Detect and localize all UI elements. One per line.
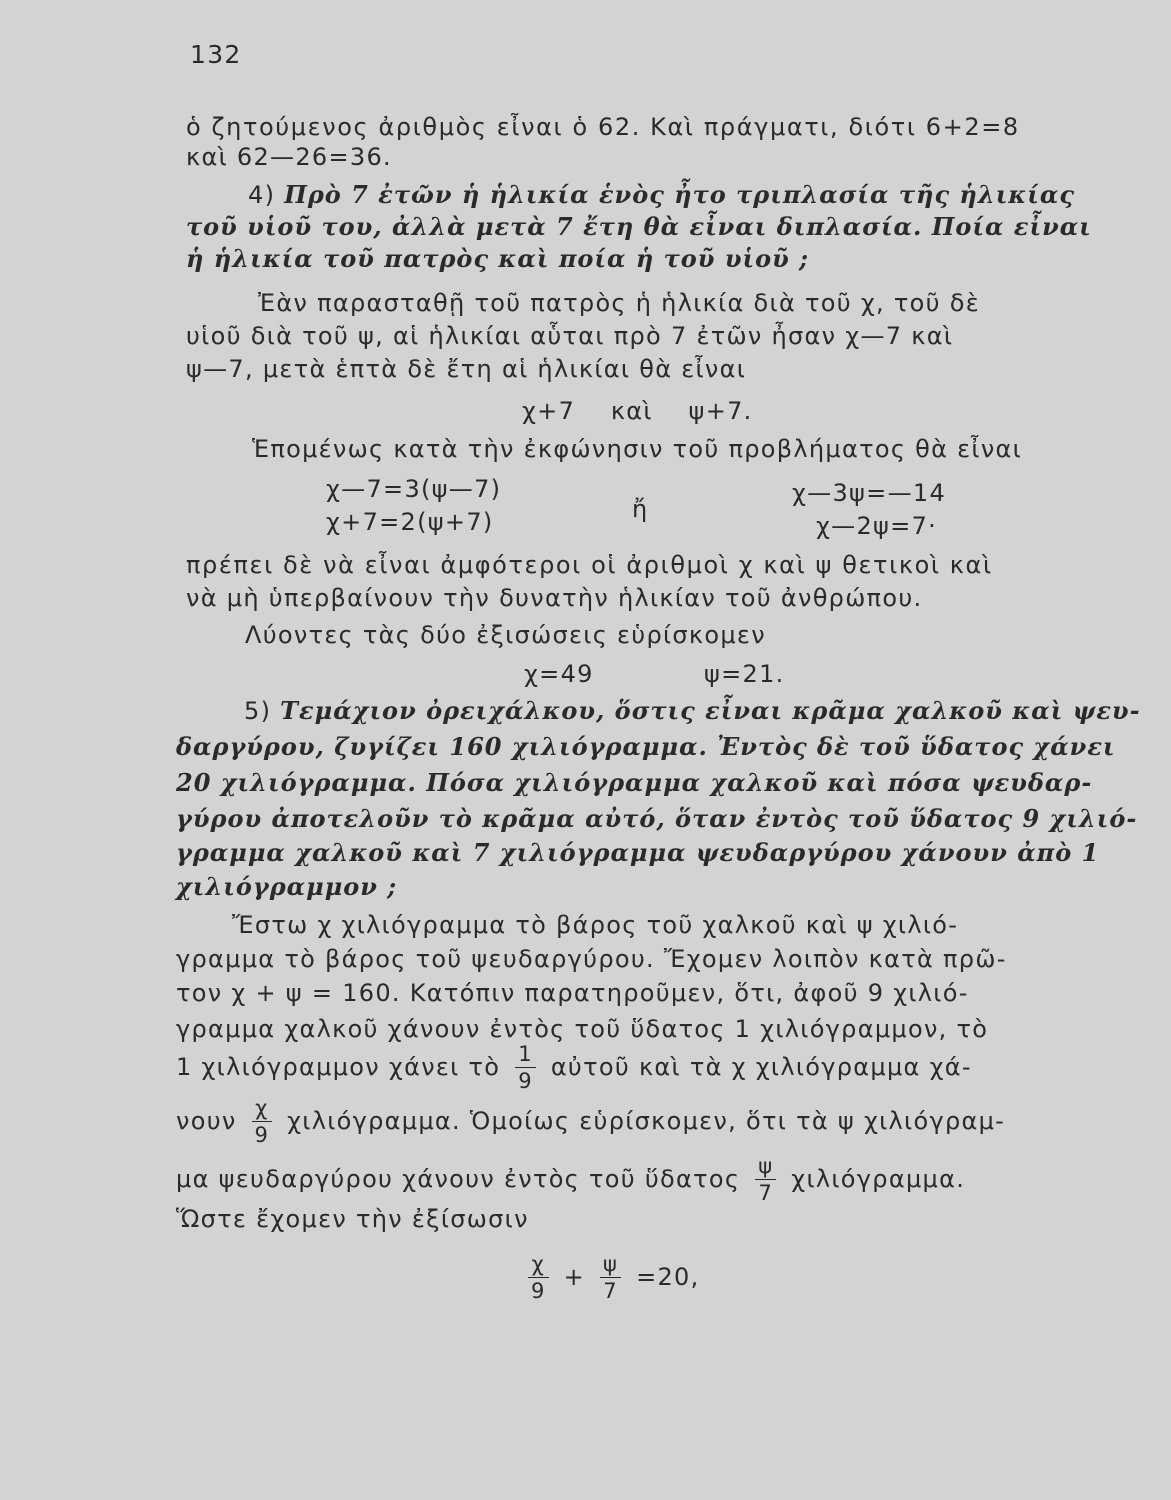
problem-text: Τεμάχιον ὀρειχάλκου, ὅστις εἶναι κρᾶμα χαλκοῦ καὶ ψευ- [280,696,1141,725]
equation-rhs: =20, [636,1263,700,1291]
text-line: Ἑπομένως κατὰ τὴν ἐκφώνησιν τοῦ προβλήματος θὰ εἶναι [252,435,1023,463]
text-line: πρέπει δὲ νὰ εἶναι ἀμφότεροι οἱ ἀριθμοὶ χ καὶ ψ θετικοὶ καὶ [186,551,993,579]
fraction [515,1044,536,1092]
equation: χ—2ψ=7· [816,512,938,540]
text-line: τον χ + ψ = 160. Κατόπιν παρατηροῦμεν, ὅτι, ἀφοῦ 9 χιλιό- [176,979,969,1007]
equation: χ+7=2(ψ+7) [326,508,494,536]
problem-5-line: δαργύρου, ζυγίζει 160 χιλιόγραμμα. Ἐντὸς δὲ τοῦ ὕδατος χάνει [176,732,1116,761]
fraction-denominator: 9 [531,1279,546,1303]
text-segment: χιλιόγραμμα. Ὁμοίως εὑρίσκομεν, ὅτι τὰ ψ χιλιόγραμ- [287,1107,1006,1135]
fraction [755,1156,776,1204]
text-line-with-fraction [176,1044,972,1092]
text-line: γραμμα χαλκοῦ χάνουν ἐντὸς τοῦ ὕδατος 1 χιλιόγραμμον, τὸ [176,1015,989,1043]
text-segment: 1 χιλιόγραμμον χάνει τὸ [176,1053,501,1081]
problem-5-line: 20 χιλιόγραμμα. Πόσα χιλιόγραμμα χαλκοῦ καὶ πόσα ψευδαρ- [176,768,1093,797]
text-segment: χιλιόγραμμα. [791,1165,966,1193]
problem-4-line: ἡ ἡλικία τοῦ πατρὸς καὶ ποία ἡ τοῦ υἱοῦ ; [186,244,809,273]
text-line: γραμμα τὸ βάρος τοῦ ψευδαργύρου. Ἔχομεν λοιπὸν κατὰ πρῶ- [176,945,1007,973]
text-line: Ἐὰν παρασταθῇ τοῦ πατρὸς ἡ ἡλικία διὰ τοῦ χ, τοῦ δὲ [258,289,980,317]
fraction-numerator: χ [528,1254,549,1278]
fraction-denominator: 7 [603,1279,618,1303]
final-equation [522,1254,700,1302]
problem-4-line: τοῦ υἱοῦ του, ἀλλὰ μετὰ 7 ἔτη θὰ εἶναι διπλασία. Ποία εἶναι [186,212,1092,241]
problem-number: 5) [244,697,272,725]
fraction [528,1254,549,1302]
equation: χ—3ψ=—14 [792,479,947,507]
fraction-denominator: 9 [518,1069,533,1093]
problem-5-line: χιλιόγραμμον ; [176,872,398,901]
problem-text: Πρὸ 7 ἐτῶν ἡ ἡλικία ἑνὸς ἦτο τριπλασία τῆς ἡλικίας [284,180,1075,209]
problem-5-line: γραμμα χαλκοῦ καὶ 7 χιλιόγραμμα ψευδαργύρου χάνουν ἀπὸ 1 [176,838,1100,867]
text-line: υἱοῦ διὰ τοῦ ψ, αἱ ἡλικίαι αὗται πρὸ 7 ἐτῶν ἦσαν χ—7 καὶ [186,322,954,350]
text-segment: μα ψευδαργύρου χάνουν ἐντὸς τοῦ ὕδατος [176,1165,741,1193]
text-line-with-fraction [176,1098,1005,1146]
fraction-numerator: χ [252,1098,273,1122]
equation: χ+7 καὶ ψ+7. [522,397,753,425]
text-line: ψ—7, μετὰ ἑπτὰ δὲ ἔτη αἱ ἡλικίαι θὰ εἶναι [186,355,747,383]
fraction [600,1254,621,1302]
fraction-numerator: 1 [515,1044,536,1068]
text-line: νὰ μὴ ὑπερβαίνουν τὴν δυνατὴν ἡλικίαν τοῦ ἀνθρώπου. [186,584,923,612]
fraction-numerator: ψ [755,1156,776,1180]
text-line: καὶ 62—26=36. [186,143,392,171]
plus-sign: + [563,1263,586,1291]
solution-value: χ=49 [524,660,594,688]
text-segment: νουν [176,1107,237,1135]
text-line: Ὥστε ἔχομεν τὴν ἐξίσωσιν [176,1205,529,1233]
text-segment: αὐτοῦ καὶ τὰ χ χιλιόγραμμα χά- [550,1053,972,1081]
text-line: Ἔστω χ χιλιόγραμμα τὸ βάρος τοῦ χαλκοῦ καὶ ψ χιλιό- [232,911,959,939]
equation-or: ἤ [632,495,649,523]
text-line: ὁ ζητούμενος ἀριθμὸς εἶναι ὁ 62. Καὶ πράγματι, διότι 6+2=8 [186,113,1020,141]
problem-number: 4) [248,181,276,209]
problem-5-line [244,696,1141,726]
fraction [252,1098,273,1146]
fraction-denominator: 7 [758,1181,774,1205]
page-number: 132 [190,40,242,69]
fraction-denominator: 9 [254,1123,270,1147]
text-line-with-fraction [176,1156,965,1204]
problem-4-line [248,180,1075,210]
equation: χ—7=3(ψ—7) [326,475,502,503]
fraction-numerator: ψ [600,1254,621,1278]
problem-5-line: γύρου ἀποτελοῦν τὸ κρᾶμα αὐτό, ὅταν ἐντὸς τοῦ ὕδατος 9 χιλιό- [176,804,1138,833]
text-line: Λύοντες τὰς δύο ἐξισώσεις εὑρίσκομεν [245,621,766,649]
solution-value: ψ=21. [704,660,785,688]
